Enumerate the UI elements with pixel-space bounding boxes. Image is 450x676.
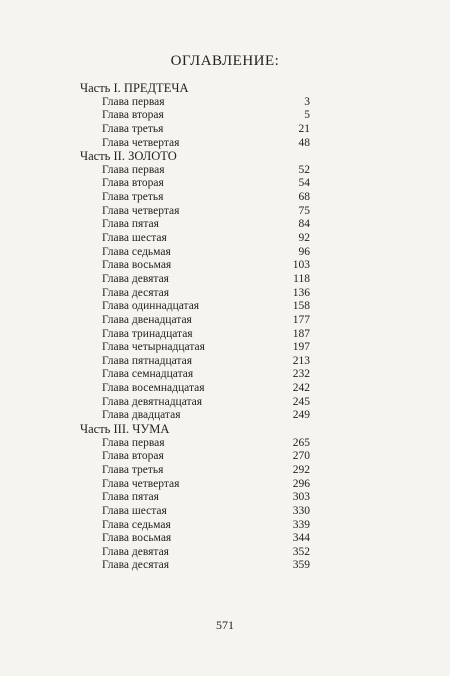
toc-entry [80,450,310,464]
toc-entry [80,532,310,546]
page-ref: 75 [298,204,310,217]
chapter-name: Глава десятая [102,559,170,572]
chapter-name: Глава семнадцатая [102,368,194,381]
toc-entry [80,464,310,478]
part-heading-3: Часть III. ЧУМА [80,422,170,437]
page-ref: 136 [292,286,310,299]
chapter-name: Глава четвертая [102,477,180,490]
chapter-name: Глава девятая [102,272,169,285]
page-number: 571 [216,618,234,632]
toc-entry [80,109,310,123]
toc-entry [80,396,310,410]
toc-entry [80,519,310,533]
page-ref: 265 [292,436,310,449]
part-heading-2: Часть II. ЗОЛОТО [80,149,177,164]
page-ref: 92 [298,232,310,245]
page-ref: 339 [292,518,310,531]
toc-title: ОГЛАВЛЕНИЕ: [170,53,280,69]
chapter-name: Глава пятнадцатая [102,354,192,367]
table-of-contents [80,82,310,573]
chapter-name: Глава первая [102,95,165,108]
toc-entry [80,355,310,369]
page-ref: 213 [292,354,310,367]
toc-entry [80,96,310,110]
toc-entry [80,205,310,219]
page-ref: 330 [292,504,310,517]
toc-entry [80,328,310,342]
page-ref: 54 [298,177,310,190]
page-ref: 249 [292,409,310,422]
chapter-name: Глава седьмая [102,518,171,531]
chapter-name: Глава первая [102,163,165,176]
chapter-name: Глава первая [102,436,165,449]
toc-entry [80,368,310,382]
chapter-name: Глава двадцатая [102,409,181,422]
toc-entry [80,177,310,191]
toc-entry [80,314,310,328]
page-ref: 103 [292,259,310,272]
toc-entry [80,232,310,246]
chapter-name: Глава третья [102,122,164,135]
chapter-name: Глава девятая [102,545,169,558]
page-ref: 352 [292,545,310,558]
chapter-name: Глава одиннадцатая [102,300,200,313]
chapter-name: Глава десятая [102,286,170,299]
chapter-name: Глава восьмая [102,259,172,272]
chapter-name: Глава третья [102,463,164,476]
chapter-name: Глава тринадцатая [102,327,193,340]
toc-entry [80,382,310,396]
chapter-name: Глава третья [102,191,164,204]
page-ref: 96 [298,245,310,258]
chapter-name: Глава шестая [102,504,167,517]
chapter-name: Глава восемнадцатая [102,382,205,395]
toc-entry [80,409,310,423]
page-ref: 158 [292,300,310,313]
page-ref: 197 [292,341,310,354]
part-heading-1: Часть I. ПРЕДТЕЧА [80,81,189,95]
page-ref: 177 [292,313,310,326]
page-ref: 21 [298,122,310,135]
chapter-name: Глава двенадцатая [102,313,192,326]
page-ref: 3 [304,95,310,108]
chapter-name: Глава пятая [102,218,159,231]
page-ref: 68 [298,191,310,204]
page-ref: 242 [292,382,310,395]
page-ref: 292 [292,463,310,476]
toc-entry [80,546,310,560]
page-ref: 84 [298,218,310,231]
toc-entry [80,191,310,205]
page-ref: 5 [304,109,310,122]
chapter-name: Глава пятая [102,491,159,504]
toc-entry [80,478,310,492]
chapter-name: Глава шестая [102,232,167,245]
page-ref: 118 [293,272,310,285]
page-ref: 245 [292,395,310,408]
toc-entry [80,164,310,178]
toc-entry [80,123,310,137]
chapter-name: Глава вторая [102,177,164,190]
toc-entry [80,437,310,451]
page-ref: 296 [292,477,310,490]
toc-entry [80,300,310,314]
toc-entry [80,137,310,151]
page-ref: 48 [298,136,310,149]
page-ref: 187 [292,327,310,340]
toc-entry [80,218,310,232]
page-ref: 232 [292,368,310,381]
chapter-name: Глава четвертая [102,136,180,149]
toc-entry [80,246,310,260]
chapter-name: Глава четырнадцатая [102,341,205,354]
page-ref: 52 [298,163,310,176]
toc-entry [80,505,310,519]
page-ref: 359 [292,559,310,572]
toc-entry [80,259,310,273]
toc-entry [80,287,310,301]
page-ref: 303 [292,491,310,504]
chapter-name: Глава четвертая [102,204,180,217]
page-ref: 344 [292,532,310,545]
chapter-name: Глава вторая [102,450,164,463]
chapter-name: Глава вторая [102,109,164,122]
chapter-name: Глава девятнадцатая [102,395,203,408]
toc-entry [80,491,310,505]
chapter-name: Глава седьмая [102,245,171,258]
toc-entry [80,341,310,355]
chapter-name: Глава восьмая [102,532,172,545]
toc-entry [80,559,310,573]
toc-entry [80,273,310,287]
page-ref: 270 [292,450,310,463]
